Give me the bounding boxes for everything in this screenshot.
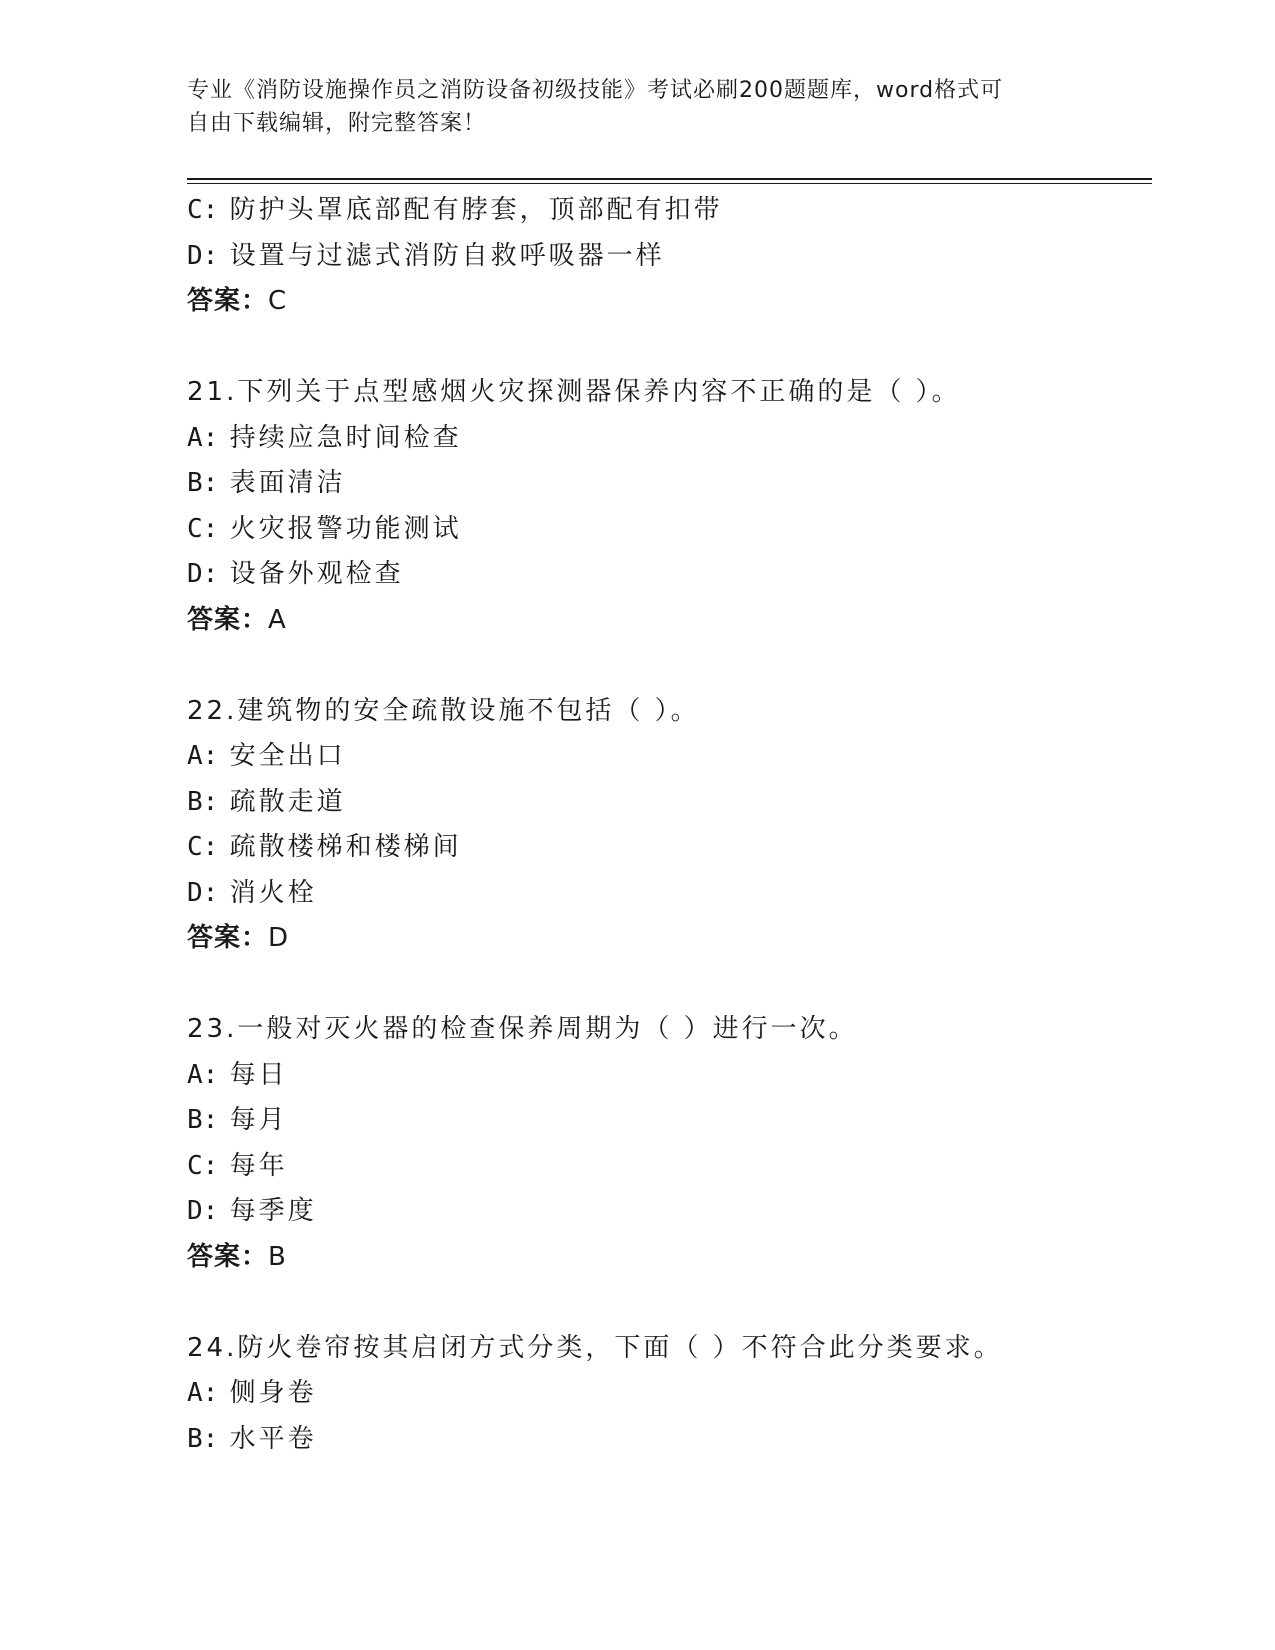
answer-value: B bbox=[268, 1241, 287, 1272]
option-text: 安全出口 bbox=[229, 741, 346, 771]
option-line bbox=[187, 507, 1152, 553]
option-line bbox=[187, 1417, 1152, 1463]
option-line bbox=[187, 461, 1152, 507]
option-line bbox=[187, 416, 1152, 462]
option-text: 持续应急时间检查 bbox=[229, 422, 462, 453]
question-stem: 22.建筑物的安全疏散设施不包括（ ）。 bbox=[187, 695, 700, 726]
option-text: 火灾报警功能测试 bbox=[229, 513, 462, 544]
option-text: 设置与过滤式消防自救呼吸器一样 bbox=[229, 240, 665, 271]
option-letter: C: bbox=[187, 1150, 219, 1181]
option-line bbox=[187, 734, 1152, 780]
option-letter: B: bbox=[187, 1105, 219, 1135]
option-letter: D: bbox=[187, 1196, 219, 1226]
answer-line bbox=[187, 598, 1152, 644]
spacer bbox=[187, 1280, 1152, 1326]
answer-label: 答案： bbox=[187, 923, 269, 953]
header-line-2: 自由下载编辑，附完整答案！ bbox=[187, 111, 487, 136]
answer-label: 答案： bbox=[187, 286, 269, 316]
answer-line bbox=[187, 279, 1152, 325]
question-stem: 24.防火卷帘按其启闭方式分类，下面（ ）不符合此分类要求。 bbox=[187, 1332, 1003, 1363]
question-stem: 23.一般对灭火器的检查保养周期为（ ）进行一次。 bbox=[187, 1014, 858, 1044]
answer-value: C bbox=[268, 286, 288, 316]
option-line bbox=[187, 188, 1152, 234]
option-letter: D: bbox=[187, 559, 219, 589]
option-letter: C: bbox=[187, 513, 219, 544]
option-text: 防护头罩底部配有脖套，顶部配有扣带 bbox=[229, 195, 723, 225]
option-text: 消火栓 bbox=[229, 877, 317, 908]
option-line bbox=[187, 825, 1152, 871]
option-line bbox=[187, 552, 1152, 598]
spacer bbox=[187, 325, 1152, 371]
spacer bbox=[187, 962, 1152, 1008]
option-line bbox=[187, 234, 1152, 280]
option-text: 水平卷 bbox=[229, 1423, 317, 1454]
answer-line bbox=[187, 1235, 1152, 1281]
option-text: 每日 bbox=[229, 1059, 288, 1090]
option-letter: A: bbox=[187, 1378, 219, 1408]
document-header bbox=[187, 74, 1067, 140]
header-line-1: 专业《消防设施操作员之消防设备初级技能》考试必刷200题题库，word格式可 bbox=[187, 78, 1004, 103]
option-letter: C: bbox=[187, 832, 219, 862]
answer-value: A bbox=[268, 604, 287, 635]
spacer bbox=[187, 643, 1152, 689]
option-text: 设备外观检查 bbox=[229, 559, 404, 589]
option-text: 每季度 bbox=[229, 1196, 317, 1226]
header-divider-thin bbox=[187, 183, 1152, 184]
option-line bbox=[187, 1189, 1152, 1235]
option-text: 每月 bbox=[229, 1105, 288, 1135]
option-letter: D: bbox=[187, 240, 219, 271]
header-divider-thick bbox=[187, 178, 1152, 180]
answer-line bbox=[187, 916, 1152, 962]
question-stem: 21.下列关于点型感烟火灾探测器保养内容不正确的是（ ）。 bbox=[187, 377, 961, 407]
option-line bbox=[187, 1144, 1152, 1190]
option-line bbox=[187, 780, 1152, 826]
option-letter: B: bbox=[187, 786, 219, 817]
option-letter: B: bbox=[187, 1423, 219, 1454]
option-line bbox=[187, 1371, 1152, 1417]
option-text: 疏散楼梯和楼梯间 bbox=[229, 832, 462, 862]
answer-value: D bbox=[268, 923, 290, 953]
option-letter: A: bbox=[187, 1059, 219, 1090]
option-letter: A: bbox=[187, 422, 219, 453]
option-letter: A: bbox=[187, 741, 219, 771]
option-letter: C: bbox=[187, 195, 219, 225]
option-text: 表面清洁 bbox=[229, 468, 346, 498]
option-text: 侧身卷 bbox=[229, 1378, 317, 1408]
option-line bbox=[187, 871, 1152, 917]
answer-label: 答案： bbox=[187, 604, 269, 635]
option-text: 每年 bbox=[229, 1150, 288, 1181]
option-letter: D: bbox=[187, 877, 219, 908]
option-line bbox=[187, 1098, 1152, 1144]
question-list bbox=[187, 188, 1152, 1462]
option-text: 疏散走道 bbox=[229, 786, 346, 817]
answer-label: 答案： bbox=[187, 1241, 269, 1272]
option-line bbox=[187, 1053, 1152, 1099]
option-letter: B: bbox=[187, 468, 219, 498]
